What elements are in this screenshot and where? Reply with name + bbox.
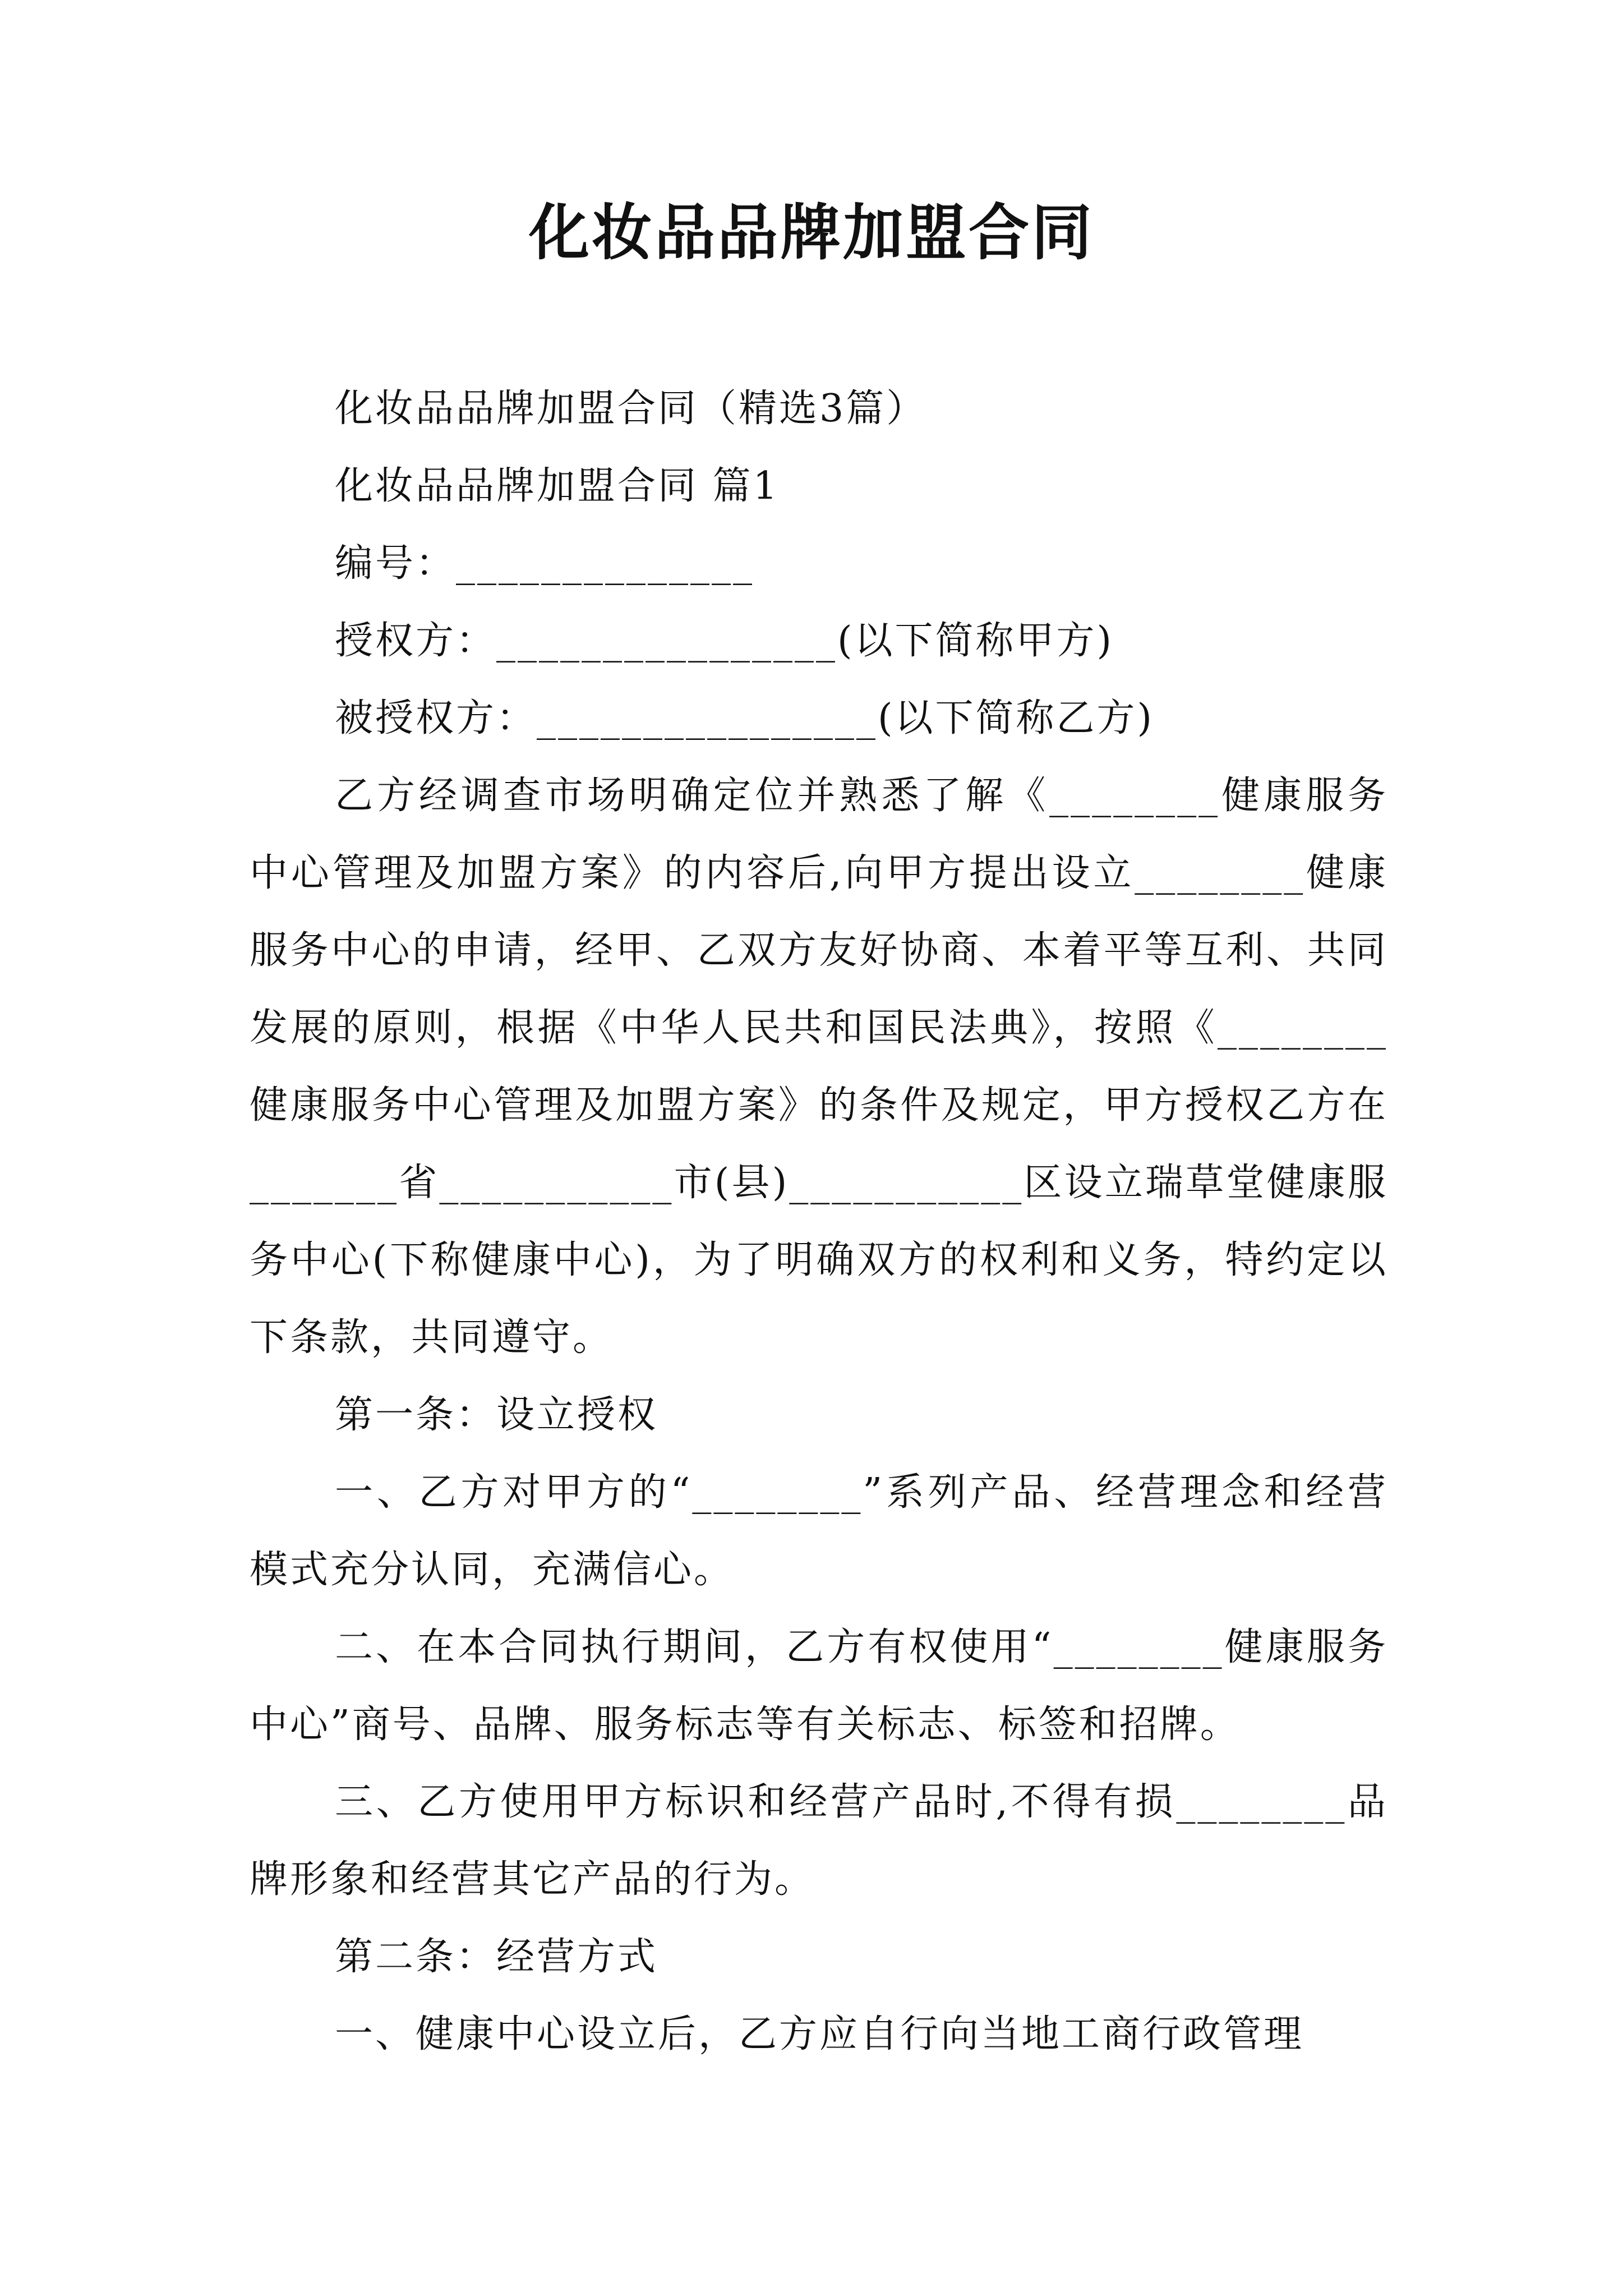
document-body [250,370,1388,2073]
paragraph-number: 编号：______________ [335,541,755,586]
paragraph-article-1-clause-2: 二、在本合同执行期间，乙方有权使用“________健康服务中心”商号、品牌、服务标志等有关标志、标签和招牌。 [250,1625,1388,1747]
paragraph-article-1-heading: 第一条：设立授权 [335,1393,658,1437]
paragraph-preamble: 乙方经调查市场明确定位并熟悉了解《________健康服务中心管理及加盟方案》的内容后,向甲方提出设立________健康服务中心的申请，经甲、乙双方友好协商、本着平等互利、共同发展的原则，根据《中华人民共和国民法典》，按照《________健康服务中心管理及加盟方案》的条件及规定，甲方授权乙方在_______省___________市(县)___________区设立瑞草堂健康服务中心(下称健康中心)，为了明确双方的权利和义务，特约定以下条款，共同遵守。 [250,774,1388,1360]
paragraph-licensee: 被授权方：________________(以下简称乙方) [335,696,1155,740]
paragraph-article-1-clause-3: 三、乙方使用甲方标识和经营产品时,不得有损________品牌形象和经营其它产品的行为。 [250,1780,1388,1902]
paragraph-article-2-heading: 第二条：经营方式 [335,1935,658,1979]
paragraph-article-1-clause-1: 一、乙方对甲方的“________”系列产品、经营理念和经营模式充分认同，充满信心。 [250,1470,1388,1592]
paragraph-licensor: 授权方：________________(以下简称甲方) [335,619,1114,663]
document-title: 化妆品品牌加盟合同 [528,197,1094,268]
paragraph-section-heading: 化妆品品牌加盟合同 篇1 [335,464,780,508]
paragraph-article-2-clause-1: 一、健康中心设立后，乙方应自行向当地工商行政管理 [335,2012,1304,2056]
paragraph-subtitle: 化妆品品牌加盟合同（精选3篇） [335,386,927,431]
